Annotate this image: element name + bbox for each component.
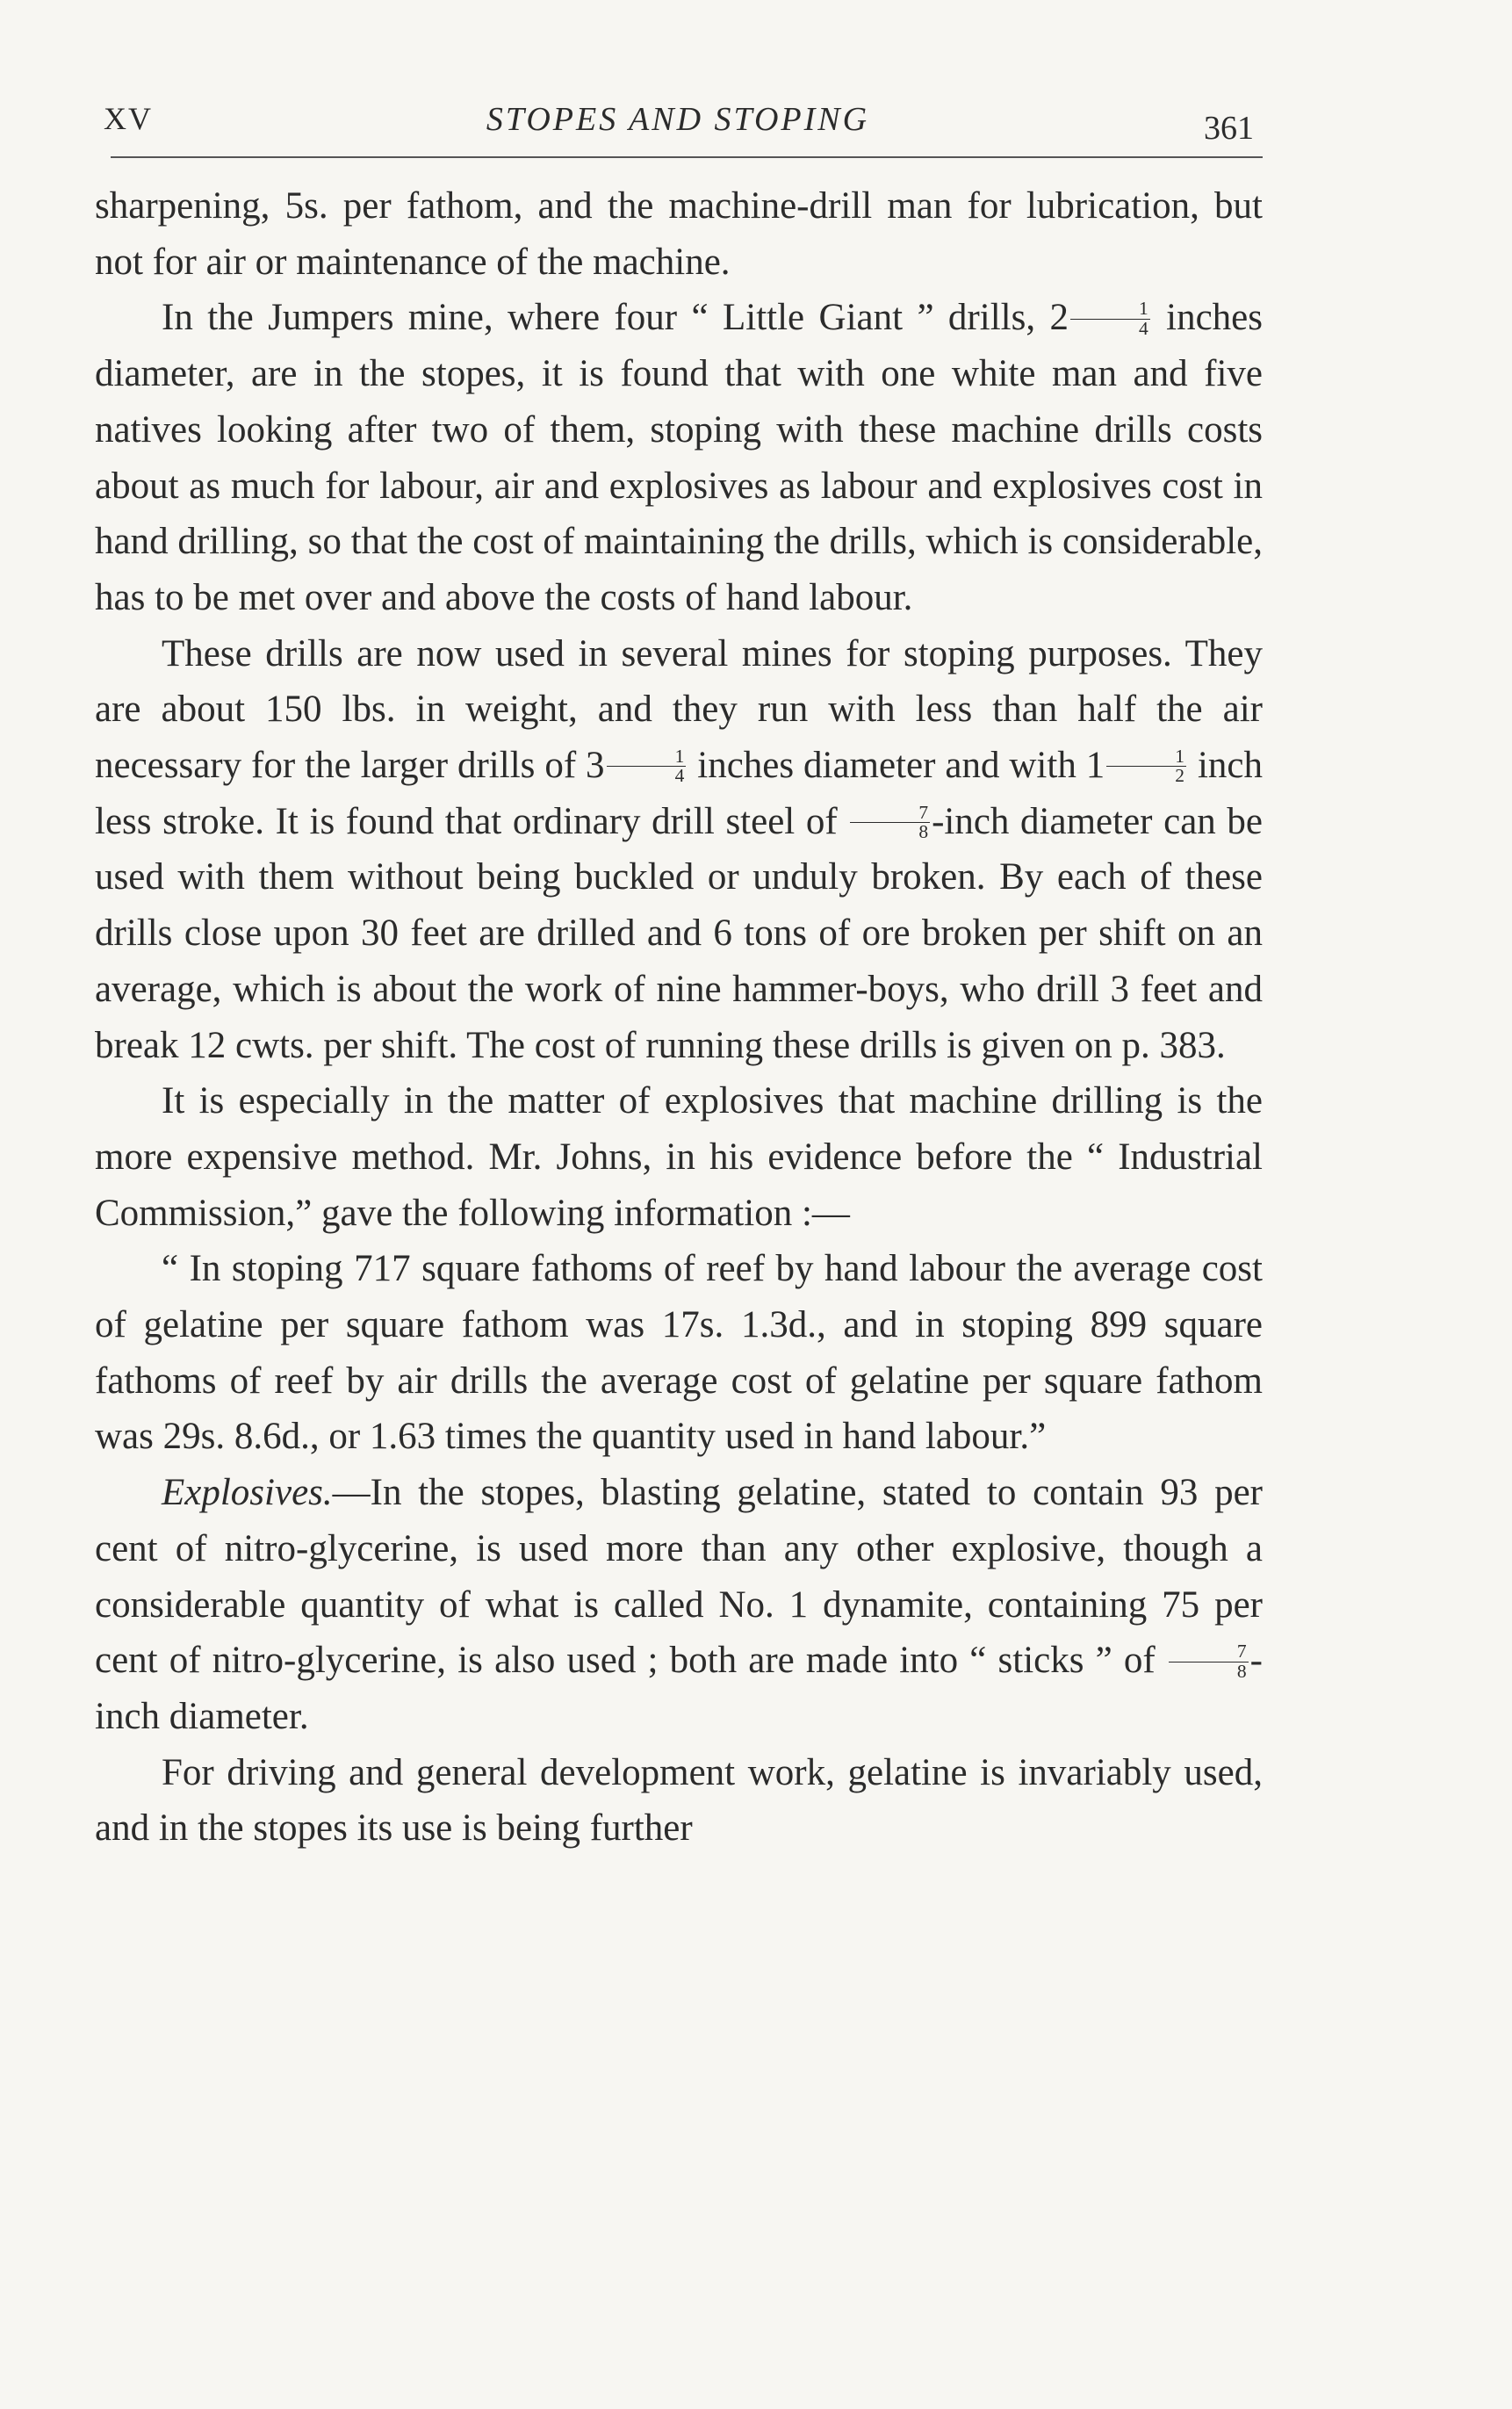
paragraph-2-part-1: In the Jumpers mine, where four “ Little Giant ” drills, 2: [162, 297, 1069, 339]
chapter-number: XV: [104, 101, 153, 136]
header-rule: [111, 156, 1263, 158]
page-number: 361: [1204, 110, 1254, 147]
paragraph-6: [95, 1465, 1263, 1745]
paragraph-5-quotation: “ In stoping 717 square fathoms of reef by hand labour the average cost of gelatine per square fathom was 17s. 1.3d., and in stoping 899 square fathoms of reef by air drills the average cost of gelatine per square fathom was 29s. 8.6d., or 1.63 times the quantity used in hand labour.”: [95, 1248, 1263, 1458]
fraction-numerator: 7: [1169, 1642, 1249, 1662]
fraction-denominator: 8: [918, 821, 929, 843]
paragraph-6-part-1: —In the stopes, blasting gelatine, stated to contain 93 per cent of nitro-glycerine, is used more than any other explosive, though a considerable quantity of what is called No. 1 dynamite, containing 75 per cent of nitro-glycerine, is also used ; both are made into “ sticks ” of: [95, 1472, 1263, 1682]
running-header: [93, 97, 1263, 146]
paragraph-3-part-1: These drills are now used in several mines for stoping purposes. They are about 150 lbs. in weight, and they run with less than half the air necessary for the larger drills of 3: [95, 632, 1263, 787]
paragraph-7: For driving and general development work, gelatine is invariably used, and in the stopes its use is being further: [95, 1751, 1263, 1850]
fraction-quarter: [607, 747, 687, 786]
paragraph-3-part-3: inch less stroke. It is found that ordinary drill steel of: [95, 745, 1263, 842]
fraction-numerator: 7: [850, 804, 930, 824]
fraction-seven-eighths: [1169, 1642, 1249, 1681]
paragraph-4: It is especially in the matter of explosives that machine drilling is the more expensive method. Mr. Johns, in his evidence before the “ Industrial Commission,” gave the following information :—: [95, 1080, 1263, 1234]
fraction-denominator: 2: [1175, 765, 1185, 787]
explosives-heading: Explosives.: [162, 1472, 333, 1514]
paragraph-2-part-2: inches diameter, are in the stopes, it is found that with one white man and five natives looking after two of them, stoping with these machine drills costs about as much for labour, air and explosives as labour and explosives cost in hand drilling, so that the cost of maintaining the drills, which is considerable, has to be met over and above the costs of hand labour.: [95, 297, 1263, 618]
fraction-denominator: 4: [674, 765, 685, 787]
fraction-numerator: 1: [1106, 747, 1186, 768]
paragraph-3: [95, 626, 1263, 1074]
running-title: STOPES AND STOPING: [486, 101, 870, 138]
body-text: [95, 178, 1263, 1857]
fraction-seven-eighths: [850, 801, 930, 843]
fraction-numerator: 1: [1070, 299, 1150, 320]
fraction-half: [1106, 747, 1186, 786]
fraction-numerator: 1: [607, 747, 687, 768]
paragraph-6-part-2: -inch diameter.: [95, 1640, 1263, 1737]
fraction-denominator: 8: [1236, 1660, 1247, 1682]
paragraph-3-part-4: -inch diameter can be used with them without being buckled or unduly broken. By each of these drills close upon 30 feet are drilled and 6 tons of ore broken per shift on an average, which is about the work of nine hammer-boys, who drill 3 feet and break 12 cwts. per shift. The cost of running these drills is given on p. 383.: [95, 800, 1263, 1066]
paragraph-2: [95, 290, 1263, 625]
paragraph-3-part-2: inches diameter and with 1: [688, 745, 1105, 787]
fraction-denominator: 4: [1138, 317, 1148, 339]
fraction-quarter: [1070, 299, 1150, 338]
paragraph-1: sharpening, 5s. per fathom, and the machine-drill man for lubrication, but not for air or maintenance of the machine.: [95, 185, 1263, 283]
